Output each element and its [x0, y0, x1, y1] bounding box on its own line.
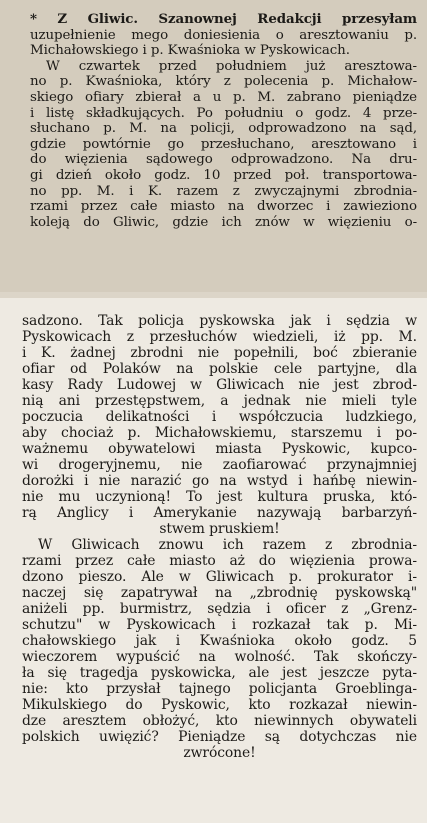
- text-line: rzami przez całe miasto aż do więzienia prowa-: [22, 553, 417, 569]
- text-line: dze aresztem obłożyć, kto niewinnych obywateli: [22, 713, 417, 729]
- text-line: stwem pruskiem!: [159, 521, 280, 537]
- text-line: zwrócone!: [183, 745, 256, 761]
- text-line: no pp. M. i K. razem z zwyczajnymi zbrodnia-: [30, 183, 417, 199]
- text-line: gi dzień około godz. 10 przed poł. transportowa-: [30, 167, 417, 183]
- text-line: i K. żadnej zbrodni nie popełnili, boć zbieranie: [22, 345, 417, 361]
- text-line: rzami przez całe miasto na dworzec i zawieziono: [30, 199, 417, 215]
- newspaper-clipping-bottom: [0, 298, 427, 823]
- text-line: wi drogeryjnemu, nie zaofiarować przynajmniej: [22, 457, 417, 473]
- text-line: i listę składkujących. Po południu o godz. 4 prze-: [30, 105, 417, 121]
- text-line: Pyskowicach z przesłuchów wiedzieli, iż pp. M.: [22, 329, 417, 345]
- text-line: słuchano p. M. na policji, odprowadzono na sąd,: [30, 121, 417, 137]
- text-line: uzupełnienie mego doniesienia o aresztowaniu p.: [30, 27, 417, 43]
- text-line: koleją do Gliwic, gdzie ich znów w więzieniu o-: [30, 214, 417, 230]
- text-line: [30, 12, 417, 28]
- text-line: ła się tragedja pyskowicka, ale jest jeszcze pyta-: [22, 665, 417, 681]
- article-lead: * Z Gliwic. Szanownej Redakcji przesyłam: [30, 11, 417, 27]
- text-line: ważnemu obywatelowi miasta Pyskowic, kupco-: [22, 441, 417, 457]
- text-line: aby chociaż p. Michałowskiemu, starszemu i po-: [22, 425, 417, 441]
- article-paragraph-1: [22, 313, 417, 537]
- text-line: nie: kto przysłał tajnego policjanta Groeblinga-: [22, 681, 417, 697]
- text-line: dzono pieszo. Ale w Gliwicach p. prokurator i-: [22, 569, 417, 585]
- text-line: skiego ofiary zbierał a u p. M. zabrano pieniądze: [30, 89, 417, 105]
- text-line: rą Anglicy i Amerykanie nazywają barbarzyń-: [22, 505, 417, 521]
- text-line: wieczorem wypuścić na wolność. Tak skończy-: [22, 649, 417, 665]
- text-line: no p. Kwaśnioka, który z polecenia p. Michałow-: [30, 74, 417, 90]
- text-line: ofiar od Polaków na polskie cele partyjne, dla: [22, 361, 417, 377]
- text-line: do więzienia sądowego odprowadzono. Na dru-: [30, 152, 417, 168]
- text-line: chałowskiego jak i Kwaśnioka około godz. 5: [22, 633, 417, 649]
- text-line: poczucia delikatności i współczucia ludzkiego,: [22, 409, 417, 425]
- text-line: gdzie powtórnie go przesłuchano, aresztowano i: [30, 136, 417, 152]
- text-line: naczej się zapatrywał na „zbrodnię pyskowską": [22, 585, 417, 601]
- text-line: Mikulskiego do Pyskowic, kto rozkazał niewin-: [22, 697, 417, 713]
- newspaper-clipping-top: [0, 0, 427, 292]
- text-line: kasy Rady Ludowej w Gliwicach nie jest zbrod-: [22, 377, 417, 393]
- text-line: sadzono. Tak policja pyskowska jak i sędzia w: [22, 313, 417, 329]
- text-line: W Gliwicach znowu ich razem z zbrodnia-: [38, 537, 417, 553]
- text-line: W czwartek przed południem już aresztowa-: [46, 58, 417, 74]
- text-line: polskich uwięzić? Pieniądze są dotychczas nie: [22, 729, 417, 745]
- text-line: Michałowskiego i p. Kwaśnioka w Pyskowicach.: [30, 43, 350, 59]
- text-line: nią ani przestępstwem, a jednak nie mieli tyle: [22, 393, 417, 409]
- text-line: aniżeli pp. burmistrz, sędzia i oficer z „Grenz-: [22, 601, 417, 617]
- article-paragraph-top: [30, 12, 417, 230]
- text-line: nie mu uczynioną! To jest kultura pruska, któ-: [22, 489, 417, 505]
- article-paragraph-2: [22, 537, 417, 761]
- text-line: dorożki i nie narazić go na wstyd i hańbę niewin-: [22, 473, 417, 489]
- text-line: schutzu" w Pyskowicach i rozkazał tak p. Mi-: [22, 617, 417, 633]
